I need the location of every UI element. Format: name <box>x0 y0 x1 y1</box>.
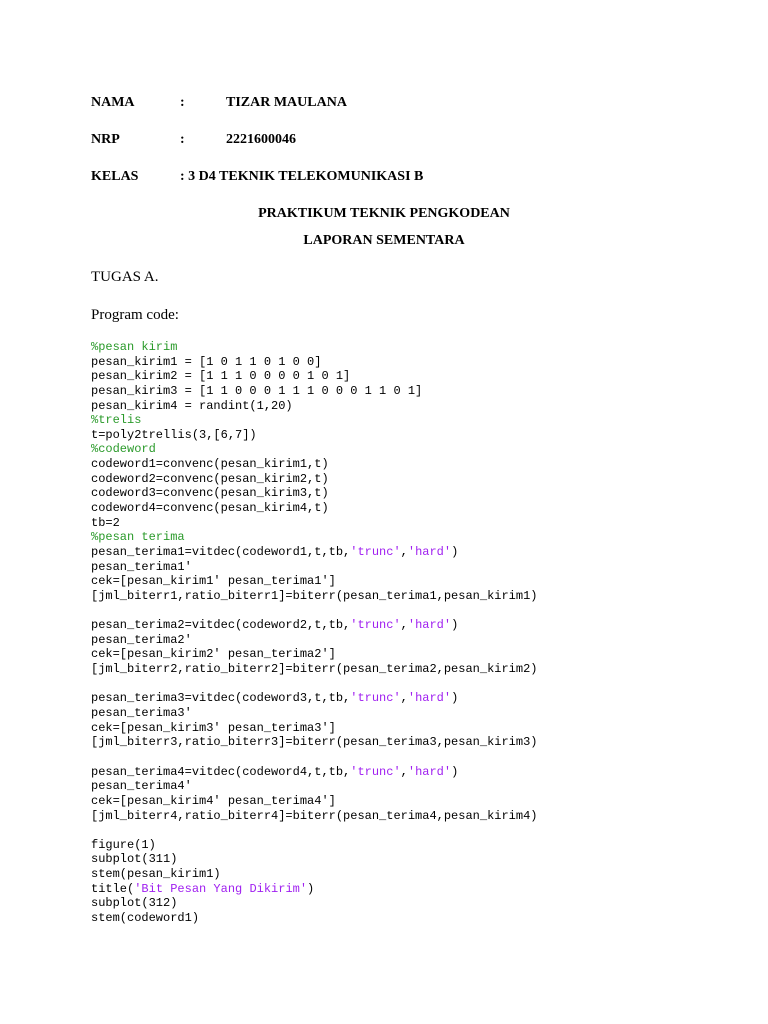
code-text: [jml_biterr1,ratio_biterr1]=biterr(pesan_terima1,pesan_kirim1) <box>91 588 538 603</box>
code-text: title( <box>91 881 135 896</box>
code-text: ) <box>451 618 459 633</box>
code-line <box>91 765 537 780</box>
code-comment: %pesan terima <box>91 530 185 545</box>
code-string: 'trunc' <box>350 764 401 779</box>
code-line <box>91 633 537 648</box>
nama-value: TIZAR MAULANA <box>226 95 347 110</box>
code-line <box>91 442 537 457</box>
code-line <box>91 647 537 662</box>
code-text: [jml_biterr3,ratio_biterr3]=biterr(pesan_terima3,pesan_kirim3) <box>91 735 538 750</box>
section-title: TUGAS A. <box>91 269 159 285</box>
code-line <box>91 691 537 706</box>
code-line <box>91 604 537 619</box>
code-block <box>91 340 537 926</box>
code-comment: %pesan kirim <box>91 340 178 354</box>
code-line <box>91 677 537 692</box>
code-text: , <box>400 691 408 706</box>
code-string: 'hard' <box>407 618 452 633</box>
code-text: pesan_terima1=vitdec(codeword1,t,tb, <box>91 544 351 559</box>
code-text: cek=[pesan_kirim4' pesan_terima4'] <box>91 793 336 808</box>
code-line <box>91 486 537 501</box>
code-line <box>91 706 537 721</box>
nama-colon: : <box>180 95 185 110</box>
code-line <box>91 662 537 677</box>
code-line <box>91 560 537 575</box>
code-line <box>91 852 537 867</box>
code-text: t=poly2trellis(3,[6,7]) <box>91 427 257 442</box>
code-text: , <box>400 764 408 779</box>
code-line <box>91 369 537 384</box>
code-text: figure(1) <box>91 837 156 852</box>
code-line <box>91 399 537 414</box>
code-line <box>91 574 537 589</box>
code-text: pesan_terima4' <box>91 779 192 794</box>
heading-title: PRAKTIKUM TEKNIK PENGKODEAN <box>258 206 510 221</box>
code-line <box>91 428 537 443</box>
code-line <box>91 823 537 838</box>
code-string: 'hard' <box>407 764 452 779</box>
code-line <box>91 530 537 545</box>
code-line <box>91 779 537 794</box>
code-line <box>91 355 537 370</box>
code-comment: %trelis <box>91 413 142 428</box>
code-line <box>91 911 537 926</box>
code-string: 'hard' <box>407 544 452 559</box>
kelas-label: KELAS <box>91 169 139 184</box>
code-text: pesan_kirim2 = [1 1 1 0 0 0 0 1 0 1] <box>91 369 351 384</box>
code-line <box>91 735 537 750</box>
code-line <box>91 809 537 824</box>
code-line <box>91 501 537 516</box>
nrp-value: 2221600046 <box>226 132 296 147</box>
code-line <box>91 867 537 882</box>
code-line <box>91 589 537 604</box>
nrp-label: NRP <box>91 132 120 147</box>
code-string: 'trunc' <box>350 618 401 633</box>
nama-label: NAMA <box>91 95 135 110</box>
code-text: stem(pesan_kirim1) <box>91 867 221 882</box>
code-text: codeword4=convenc(pesan_kirim4,t) <box>91 501 329 516</box>
code-text: pesan_terima1' <box>91 559 192 574</box>
code-line <box>91 750 537 765</box>
code-line <box>91 794 537 809</box>
code-line <box>91 618 537 633</box>
code-line <box>91 896 537 911</box>
code-text: cek=[pesan_kirim1' pesan_terima1'] <box>91 574 336 589</box>
nrp-colon: : <box>180 132 185 147</box>
code-text: ) <box>451 764 459 779</box>
code-line <box>91 838 537 853</box>
code-line <box>91 384 537 399</box>
code-text: codeword3=convenc(pesan_kirim3,t) <box>91 486 329 501</box>
code-text: ) <box>451 691 459 706</box>
code-line <box>91 472 537 487</box>
code-text: subplot(312) <box>91 896 178 911</box>
code-string: 'hard' <box>407 691 452 706</box>
code-line <box>91 413 537 428</box>
code-text: [jml_biterr4,ratio_biterr4]=biterr(pesan_terima4,pesan_kirim4) <box>91 808 538 823</box>
code-comment: %codeword <box>91 442 156 457</box>
code-string: 'trunc' <box>350 544 401 559</box>
code-text: pesan_kirim3 = [1 1 0 0 0 1 1 1 0 0 0 1 1 0 1] <box>91 383 423 398</box>
code-text: , <box>400 618 408 633</box>
code-text: pesan_kirim1 = [1 0 1 1 0 1 0 0] <box>91 354 322 369</box>
code-line <box>91 340 537 355</box>
program-code-label: Program code: <box>91 307 179 323</box>
code-text: pesan_terima3' <box>91 706 192 721</box>
code-text: ) <box>451 544 459 559</box>
code-text: stem(codeword1) <box>91 910 200 925</box>
code-text: pesan_kirim4 = randint(1,20) <box>91 398 293 413</box>
heading-subtitle: LAPORAN SEMENTARA <box>303 233 465 248</box>
code-text: codeword2=convenc(pesan_kirim2,t) <box>91 471 329 486</box>
code-text: ) <box>307 881 315 896</box>
code-text: cek=[pesan_kirim3' pesan_terima3'] <box>91 720 336 735</box>
code-text: cek=[pesan_kirim2' pesan_terima2'] <box>91 647 336 662</box>
code-text: pesan_terima3=vitdec(codeword3,t,tb, <box>91 691 351 706</box>
code-text: pesan_terima2' <box>91 632 192 647</box>
code-text: tb=2 <box>91 515 120 530</box>
code-line <box>91 457 537 472</box>
code-text: subplot(311) <box>91 852 178 867</box>
code-string: 'trunc' <box>350 691 401 706</box>
code-line <box>91 545 537 560</box>
code-line <box>91 882 537 897</box>
code-text: codeword1=convenc(pesan_kirim1,t) <box>91 457 329 472</box>
code-text: pesan_terima2=vitdec(codeword2,t,tb, <box>91 618 351 633</box>
code-line <box>91 516 537 531</box>
code-text: , <box>400 544 408 559</box>
code-text: [jml_biterr2,ratio_biterr2]=biterr(pesan_terima2,pesan_kirim2) <box>91 662 538 677</box>
kelas-value: : 3 D4 TEKNIK TELEKOMUNIKASI B <box>180 169 424 184</box>
code-line <box>91 721 537 736</box>
code-text: pesan_terima4=vitdec(codeword4,t,tb, <box>91 764 351 779</box>
code-string: 'Bit Pesan Yang Dikirim' <box>134 881 308 896</box>
